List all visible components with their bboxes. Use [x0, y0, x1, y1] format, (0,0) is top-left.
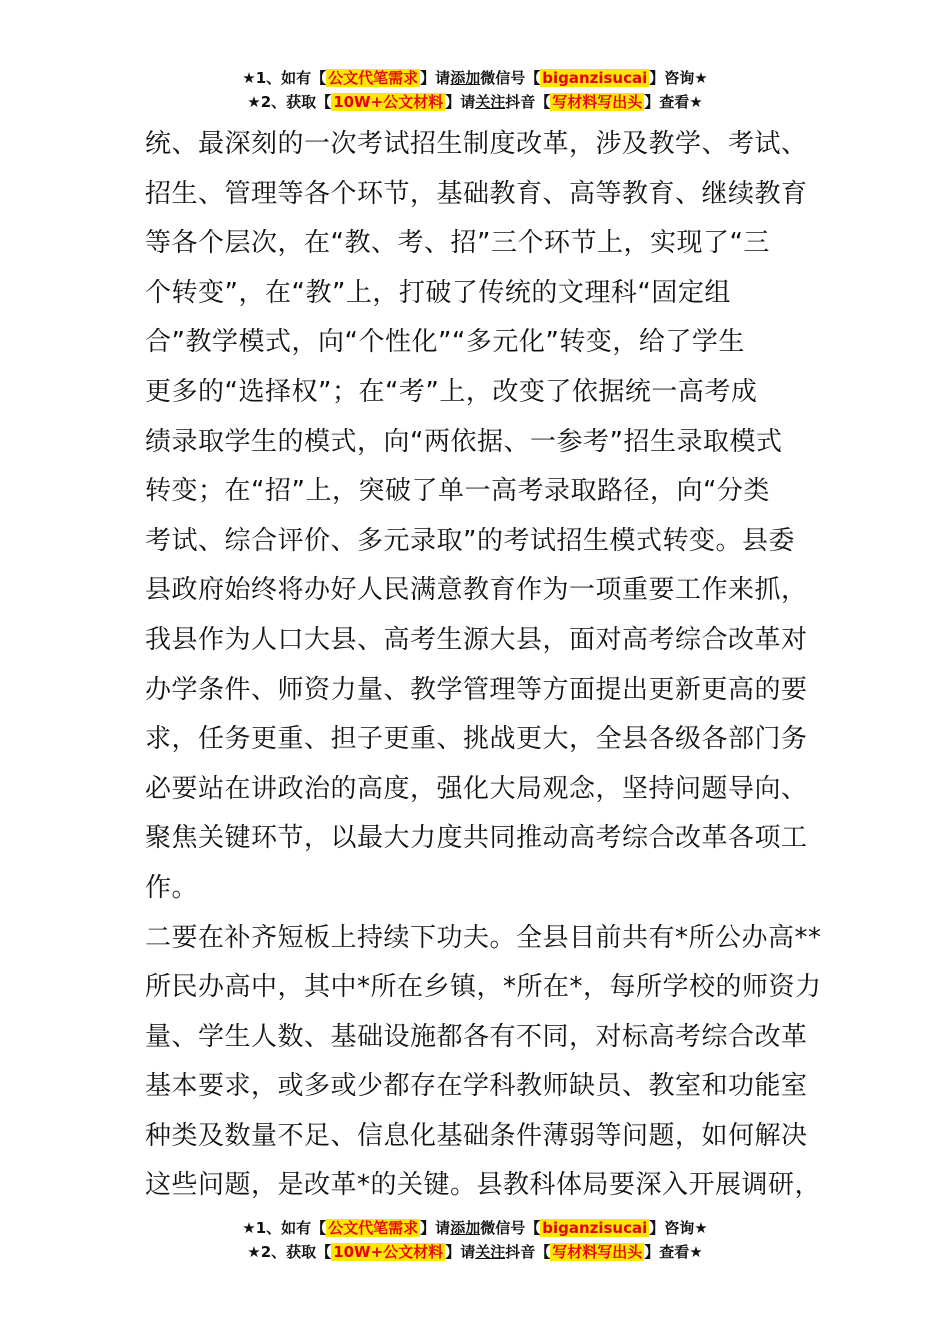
body-line: 量、学生人数、基础设施都各有不同，对标高考综合改革	[145, 1021, 808, 1052]
body-line: 绩录取学生的模式，向“两依据、一参考”招生录取模式	[145, 426, 783, 457]
banner-line-1	[0, 66, 950, 90]
body-line: 聚焦关键环节，以最大力度共同推动高考综合改革各项工	[145, 823, 808, 854]
footer-banner	[0, 1216, 950, 1264]
banner-highlight: 公文代笔需求	[328, 1219, 419, 1237]
body-line: 基本要求，或多或少都存在学科教师缺员、教室和功能室	[145, 1071, 808, 1102]
banner-text: 微信号【	[480, 69, 541, 87]
body-line: 统、最深刻的一次考试招生制度改革，涉及教学、考试、	[145, 129, 808, 159]
header-banner	[0, 66, 950, 114]
body-line: 等各个层次，在“教、考、招”三个环节上，实现了“三	[145, 228, 770, 259]
document-body	[145, 120, 825, 1211]
banner-text: 微信号【	[480, 1219, 541, 1237]
body-line: 合”教学模式，向“个性化”“多元化”转变，给了学生	[145, 327, 745, 358]
banner-highlight: 写材料写出头	[552, 1243, 643, 1261]
banner-text: 】请	[445, 93, 476, 111]
banner-text: 抖音【	[505, 93, 551, 111]
body-line: 种类及数量不足、信息化基础条件薄弱等问题，如何解决	[145, 1120, 808, 1151]
body-line: 县政府始终将办好人民满意教育作为一项重要工作来抓，	[145, 575, 808, 606]
banner-highlight: 写材料写出头	[552, 93, 643, 111]
banner-line-2	[0, 90, 950, 114]
banner-text: ★1、如有【	[242, 1219, 327, 1237]
body-line: 转变；在“招”上，突破了单一高考录取路径，向“分类	[145, 476, 770, 507]
banner-highlight: 10W+公文材料	[333, 93, 444, 111]
body-line: 这些问题，是改革*的关键。县教科体局要深入开展调研，	[145, 1170, 822, 1201]
banner-text: 】咨询★	[649, 1219, 708, 1237]
banner-underlined-text: 关注	[475, 1243, 506, 1261]
banner-text: ★1、如有【	[242, 69, 327, 87]
body-line: 更多的“选择权”；在“考”上，改变了依据统一高考成	[145, 376, 758, 407]
banner-highlight: biganzisucai	[542, 69, 648, 87]
banner-highlight: 10W+公文材料	[333, 1243, 444, 1261]
banner-text: 】请	[420, 69, 451, 87]
banner-underlined-text: 添加	[450, 1219, 481, 1237]
banner-text: 】查看★	[644, 1243, 703, 1261]
body-line: 办学条件、师资力量、教学管理等方面提出更新更高的要	[145, 674, 808, 705]
body-line: 个转变”，在“教”上，打破了传统的文理科“固定组	[145, 277, 731, 308]
body-line: 必要站在讲政治的高度，强化大局观念，坚持问题导向、	[145, 773, 808, 804]
banner-text: 】咨询★	[649, 69, 708, 87]
body-line: 我县作为人口大县、高考生源大县，面对高考综合改革对	[145, 624, 808, 655]
body-line: 招生、管理等各个环节，基础教育、高等教育、继续教育	[145, 178, 808, 209]
banner-text: 】请	[445, 1243, 476, 1261]
banner-text: 】查看★	[644, 93, 703, 111]
banner-text: ★2、获取【	[247, 93, 332, 111]
banner-text: 抖音【	[505, 1243, 551, 1261]
banner-text: ★2、获取【	[247, 1243, 332, 1261]
banner-line-2	[0, 1240, 950, 1264]
body-line: 作。	[145, 872, 199, 903]
body-line: 所民办高中，其中*所在乡镇，*所在*，每所学校的师资力	[145, 972, 822, 1003]
body-line: 考试、综合评价、多元录取”的考试招生模式转变。县委	[145, 525, 795, 556]
body-line: 求，任务更重、担子更重、挑战更大，全县各级各部门务	[145, 724, 808, 755]
banner-underlined-text: 添加	[450, 69, 481, 87]
banner-text: 】请	[420, 1219, 451, 1237]
banner-line-1	[0, 1216, 950, 1240]
banner-underlined-text: 关注	[475, 93, 506, 111]
banner-highlight: biganzisucai	[542, 1219, 648, 1237]
body-line: 二要在补齐短板上持续下功夫。全县目前共有*所公办高**	[145, 922, 822, 953]
banner-highlight: 公文代笔需求	[328, 69, 419, 87]
